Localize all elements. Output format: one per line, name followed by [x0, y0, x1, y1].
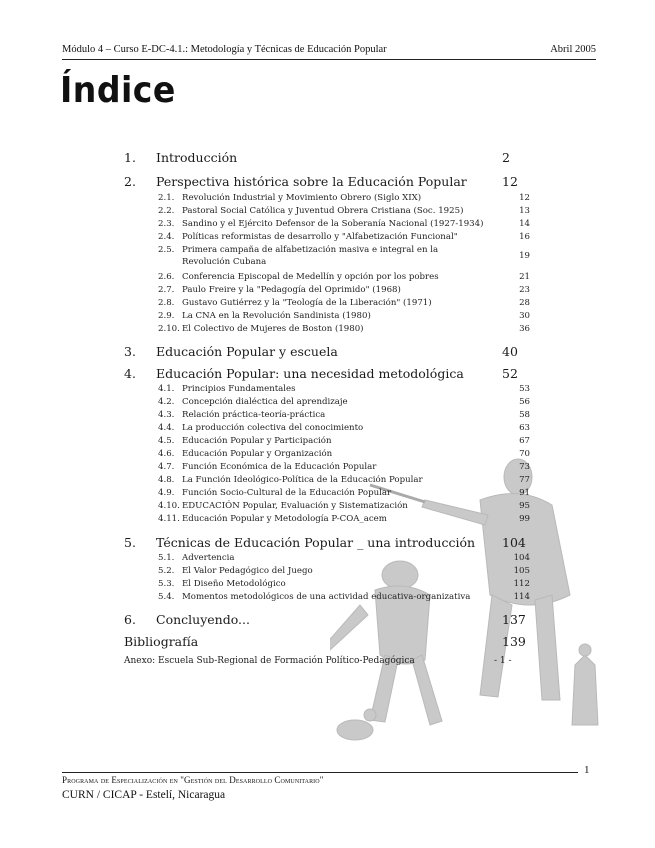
toc-page: 23	[519, 285, 530, 295]
toc-title: Bibliografía	[124, 634, 199, 649]
toc-number: 2.7.	[158, 285, 175, 295]
toc-number: 4.2.	[158, 397, 175, 407]
toc-title: EDUCACIÓN Popular, Evaluación y Sistematización	[182, 501, 408, 511]
toc-title: Primera campaña de alfabetización masiva e integral en la	[182, 245, 439, 255]
toc-title: Momentos metodológicos de una actividad educativa-organizativa	[182, 592, 471, 602]
toc-title: Anexo: Escuela Sub-Regional de Formación Político-Pedagógica	[124, 656, 415, 666]
toc-title: El Diseño Metodológico	[182, 579, 286, 589]
toc-title: Paulo Freire y la "Pedagogía del Oprimido" (1968)	[182, 285, 401, 295]
toc-page: 99	[519, 514, 530, 524]
toc-page: 12	[519, 193, 530, 203]
toc-title: La producción colectiva del conocimiento	[182, 423, 364, 433]
page-title: Índice	[60, 70, 176, 111]
toc-page: 40	[502, 344, 518, 359]
toc-number: 2.6.	[158, 272, 175, 282]
toc-number: 4.4.	[158, 423, 175, 433]
toc-number: 2.2.	[158, 206, 175, 216]
footer-institution: CURN / CICAP - Estelí, Nicaragua	[62, 789, 226, 801]
toc-page: 30	[519, 311, 530, 321]
toc-page: 67	[519, 436, 530, 446]
toc-page: 112	[513, 579, 530, 589]
toc-number: 2.3.	[158, 219, 175, 229]
toc-title: Concepción dialéctica del aprendizaje	[182, 397, 348, 407]
toc-page: 36	[519, 324, 530, 334]
toc-page: - 1 -	[494, 656, 512, 666]
toc-page: 95	[519, 501, 530, 511]
toc-page: 21	[519, 272, 530, 282]
toc-page: 52	[502, 366, 518, 381]
toc-title: Revolución Industrial y Movimiento Obrero (Siglo XIX)	[182, 193, 422, 203]
toc-number: 2.	[124, 174, 136, 189]
toc-number: 4.8.	[158, 475, 175, 485]
toc-number: 2.5.	[158, 245, 175, 255]
toc-title: Gustavo Gutiérrez y la "Teología de la Liberación" (1971)	[182, 298, 432, 308]
toc-title: Educación Popular y Metodología P-COA_acem	[182, 514, 387, 524]
toc-title: Introducción	[156, 150, 238, 165]
toc-number: 4.11.	[158, 514, 180, 524]
toc-title: Advertencia	[182, 553, 235, 563]
toc-page: 105	[513, 566, 530, 576]
toc-title: Perspectiva histórica sobre la Educación Popular	[156, 174, 467, 189]
toc-number: 4.5.	[158, 436, 175, 446]
toc-title: Políticas reformistas de desarrollo y "Alfabetización Funcional"	[182, 232, 458, 242]
toc-number: 2.1.	[158, 193, 175, 203]
toc-title: Conferencia Episcopal de Medellín y opción por los pobres	[182, 272, 439, 282]
toc-page: 104	[513, 553, 530, 563]
toc-number: 2.8.	[158, 298, 175, 308]
page-number: 1	[584, 764, 590, 776]
footer-program: Programa de Especialización en "Gestión del Desarrollo Comunitario"	[62, 775, 324, 785]
toc-page: 114	[513, 592, 530, 602]
toc-page: 104	[502, 535, 526, 550]
toc-page: 14	[519, 219, 530, 229]
toc-title: El Colectivo de Mujeres de Boston (1980)	[182, 324, 364, 334]
toc-page: 2	[502, 150, 510, 165]
footer-divider	[62, 772, 578, 773]
toc-number: 4.9.	[158, 488, 175, 498]
toc-page: 70	[519, 449, 530, 459]
toc-number: 5.	[124, 535, 136, 550]
toc-title: La Función Ideológico-Política de la Educación Popular	[182, 475, 423, 485]
toc-page: 58	[519, 410, 530, 420]
toc-number: 4.7.	[158, 462, 175, 472]
toc-page: 137	[502, 612, 526, 627]
toc-page: 77	[519, 475, 530, 485]
toc-page: 13	[519, 206, 530, 216]
toc-page: 63	[519, 423, 530, 433]
toc-number: 5.4.	[158, 592, 175, 602]
toc-page: 53	[519, 384, 530, 394]
toc-page: 73	[519, 462, 530, 472]
toc-title: Técnicas de Educación Popular _ una introducción	[156, 535, 476, 550]
toc-page: 28	[519, 298, 530, 308]
toc-title: El Valor Pedagógico del Juego	[182, 566, 313, 576]
toc-title: Principios Fundamentales	[182, 384, 296, 394]
toc-number: 2.10.	[158, 324, 180, 334]
toc-number: 2.4.	[158, 232, 175, 242]
toc-title: Educación Popular y Participación	[182, 436, 332, 446]
toc-number: 4.3.	[158, 410, 175, 420]
header-course-title: Módulo 4 – Curso E-DC-4.1.: Metodología y Técnicas de Educación Popular	[62, 44, 387, 55]
header-date: Abril 2005	[550, 44, 596, 55]
toc-number: 3.	[124, 344, 136, 359]
toc-number: 5.1.	[158, 553, 175, 563]
toc-number: 2.9.	[158, 311, 175, 321]
toc-number: 5.2.	[158, 566, 175, 576]
toc-page: 19	[519, 251, 530, 261]
toc-number: 4.1.	[158, 384, 175, 394]
toc-page: 12	[502, 174, 518, 189]
toc-page: 56	[519, 397, 530, 407]
toc-title: La CNA en la Revolución Sandinista (1980)	[182, 311, 371, 321]
toc-title: Pastoral Social Católica y Juventud Obrera Cristiana (Soc. 1925)	[182, 206, 464, 216]
toc-title: Educación Popular: una necesidad metodológica	[156, 366, 464, 381]
toc-number: 1.	[124, 150, 136, 165]
toc-title: Función Económica de la Educación Popular	[182, 462, 377, 472]
toc-title: Relación práctica-teoría-práctica	[182, 410, 326, 420]
toc-page: 16	[519, 232, 530, 242]
toc-title: Revolución Cubana	[182, 257, 267, 267]
toc-title: Concluyendo...	[156, 612, 250, 627]
toc-number: 4.6.	[158, 449, 175, 459]
toc-title: Educación Popular y escuela	[156, 344, 338, 359]
toc-page: 91	[519, 488, 530, 498]
toc-page: 139	[502, 634, 526, 649]
toc-title: Educación Popular y Organización	[182, 449, 333, 459]
toc-number: 4.	[124, 366, 136, 381]
toc-title: Función Socio-Cultural de la Educación Popular	[182, 488, 392, 498]
toc-number: 4.10.	[158, 501, 180, 511]
toc-number: 5.3.	[158, 579, 175, 589]
toc-title: Sandino y el Ejército Defensor de la Soberanía Nacional (1927-1934)	[182, 219, 484, 229]
toc-number: 6.	[124, 612, 136, 627]
